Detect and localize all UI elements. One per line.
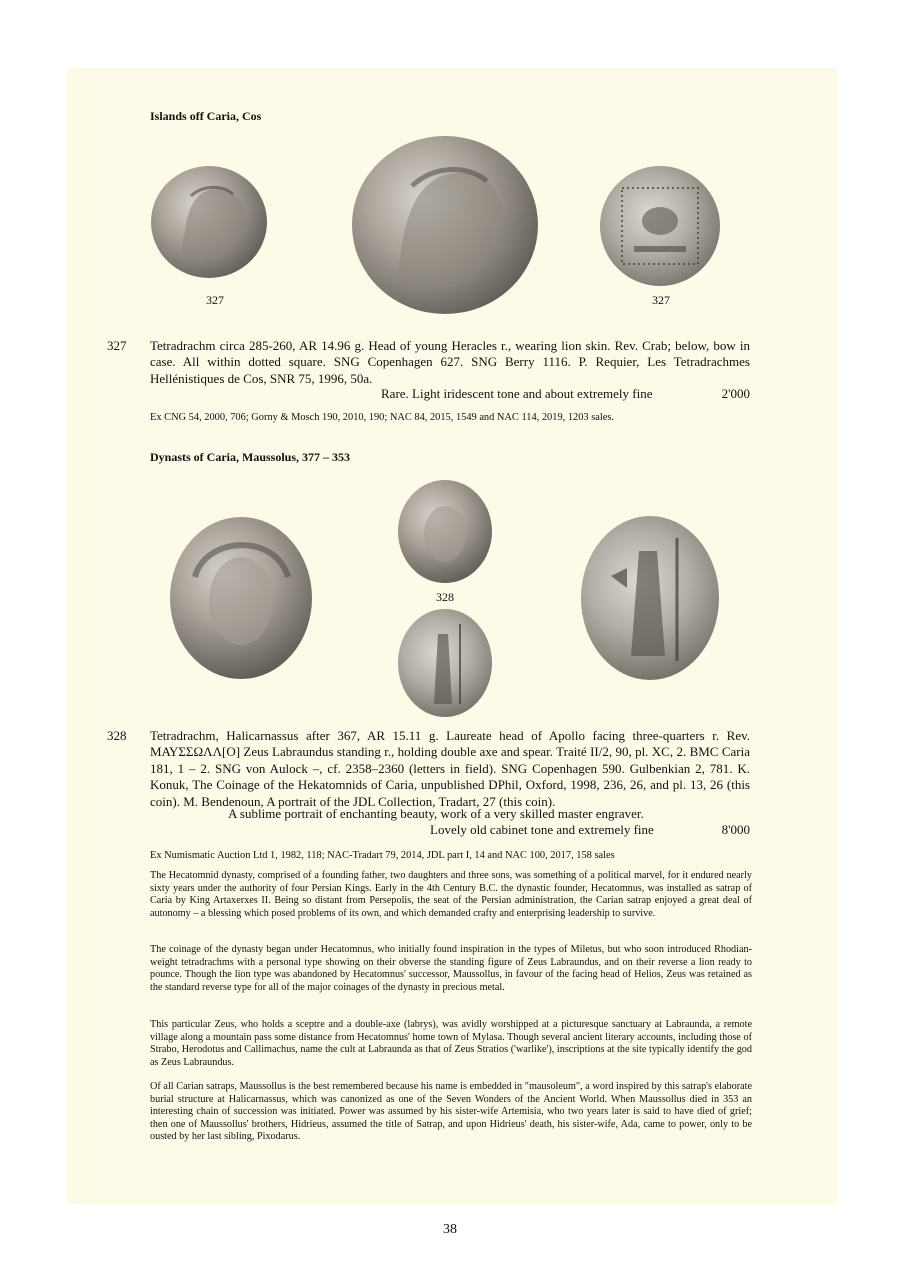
essay-paragraph: The coinage of the dynasty began under Hecatomnus, who initially found inspiration in the types of Miletus, but who soon introduced Rhodian-weight tetradrachms with a personal type showing on their obverse the standing figure of Zeus Labraundus, and on their reverse a lion ready to pounce. Though the lion type was abandoned by Hecatomnus' successor, Maussollus, in favour of the facing head of Helios, Zeus was retained as the standard reverse type for all of the major coinages of the dynasty in precious metal. <box>150 944 752 993</box>
lot-327-provenance: Ex CNG 54, 2000, 706; Gorny & Mosch 190, 2010, 190; NAC 84, 2015, 1549 and NAC 114, 2019, 1203 sales. <box>150 412 615 423</box>
essay-paragraph: This particular Zeus, who holds a sceptre and a double-axe (labrys), was avidly worshipped at a picturesque sanctuary at Labraunda, a remote village along a mountain pass some distance from Hecatomnus' home town of Mylasa. Though several ancient literary accounts, including those of Strabo, Herodotus and Callimachus, name the cult at Labraunda as that of Zeus Stratios ('warlike'), inscriptions at the site typically identify the god as Zeus Labraundus. <box>150 1019 752 1068</box>
lot-327-grade: Rare. Light iridescent tone and about extremely fine <box>381 386 653 401</box>
coin-label-327-left: 327 <box>206 293 224 307</box>
lot-328-description: Tetradrachm, Halicarnassus after 367, AR 15.11 g. Laureate head of Apollo facing three-quarters r. Rev. ΜΑΥΣΣΩΛΛ[Ο] Zeus Labraundus standing r., holding double axe and spear. Traité II/2, 90, pl. XC, 2. BMC Caria 181, 1 – 2. SNG von Aulock –, cf. 2358–2360 (letters in field). SNG Copenhagen 590. Gulbenkian 2, 781. K. Konuk, The Coinage of the Hekatomnids of Caria, unpublished DPhil, Oxford, 1998, 236, 26, and pl. 13, 26 (this coin). M. Bendenoun, A portrait of the JDL Collection, Tradart, 27 (this coin). <box>150 728 750 809</box>
lot-327-description: Tetradrachm circa 285-260, AR 14.96 g. Head of young Heracles r., wearing lion skin. Rev. Crab; below, bow in case. All within dotted square. SNG Copenhagen 627. SNG Berry 1116. P. Requier, Les Tetradrachmes Hellénistiques de Cos, SNR 75, 1996, 50a. <box>150 338 750 386</box>
essay-paragraph: Of all Carian satraps, Maussollus is the best remembered because his name is embedded in "mausoleum", a word inspired by this satrap's elaborate burial structure at Halicarnassus, which was canonized as one of the Seven Wonders of the Ancient World. When Maussollus died in 353 an interesting chain of succession was initiated. Power was assumed by his sister-wife Artemisia, who two years later is said to have died of grief; then one of Maussollus' brothers, Hidrieus, assumed the title of Satrap, and upon Hidrieus' death, his sister-wife, Ada, came to power, only to be ousted by her last sibling, Pixodarus. <box>150 1081 752 1143</box>
lot-328-estimate: 8'000 <box>721 822 750 837</box>
lot-328-remark: A sublime portrait of enchanting beauty, work of a very skilled master engraver. <box>228 806 644 821</box>
lot-328-grade: Lovely old cabinet tone and extremely fine <box>430 822 654 837</box>
coin-327-obverse-small <box>151 166 267 278</box>
page-number: 38 <box>443 1222 457 1237</box>
lot-328-provenance: Ex Numismatic Auction Ltd 1, 1982, 118; NAC-Tradart 79, 2014, JDL part I, 14 and NAC 100, 2017, 158 sales <box>150 850 615 861</box>
coin-328-reverse-small <box>398 609 492 717</box>
lot-number-327: 327 <box>107 338 127 353</box>
section-heading-cos: Islands off Caria, Cos <box>150 109 262 123</box>
coin-327-obverse-enlarged <box>352 136 538 314</box>
essay-paragraph: The Hecatomnid dynasty, comprised of a founding father, two daughters and three sons, was something of a political marvel, for it endured nearly sixty years under the authority of four Persian Kings. Early in the 4th Century B.C. the dynastic founder, Hecatomnus, was installed as satrap of Caria by King Artaxerxes II. Being so distant from Persepolis, the seat of the Persian administration, the Carian satrap enjoyed a great deal of autonomy – a blessing which posed problems of its own, and which demanded crafty and enterprising leadership to survive. <box>150 870 752 919</box>
lot-327-estimate: 2'000 <box>721 386 750 401</box>
coin-328-obverse-small <box>398 480 492 583</box>
coin-328-reverse-enlarged <box>581 516 719 680</box>
lot-number-328: 328 <box>107 728 127 743</box>
section-heading-maussolus: Dynasts of Caria, Maussolus, 377 – 353 <box>150 450 351 464</box>
coin-label-327-right: 327 <box>652 293 670 307</box>
coin-328-obverse-enlarged <box>170 517 312 679</box>
coin-label-328: 328 <box>436 590 454 604</box>
coin-327-reverse <box>600 166 720 286</box>
